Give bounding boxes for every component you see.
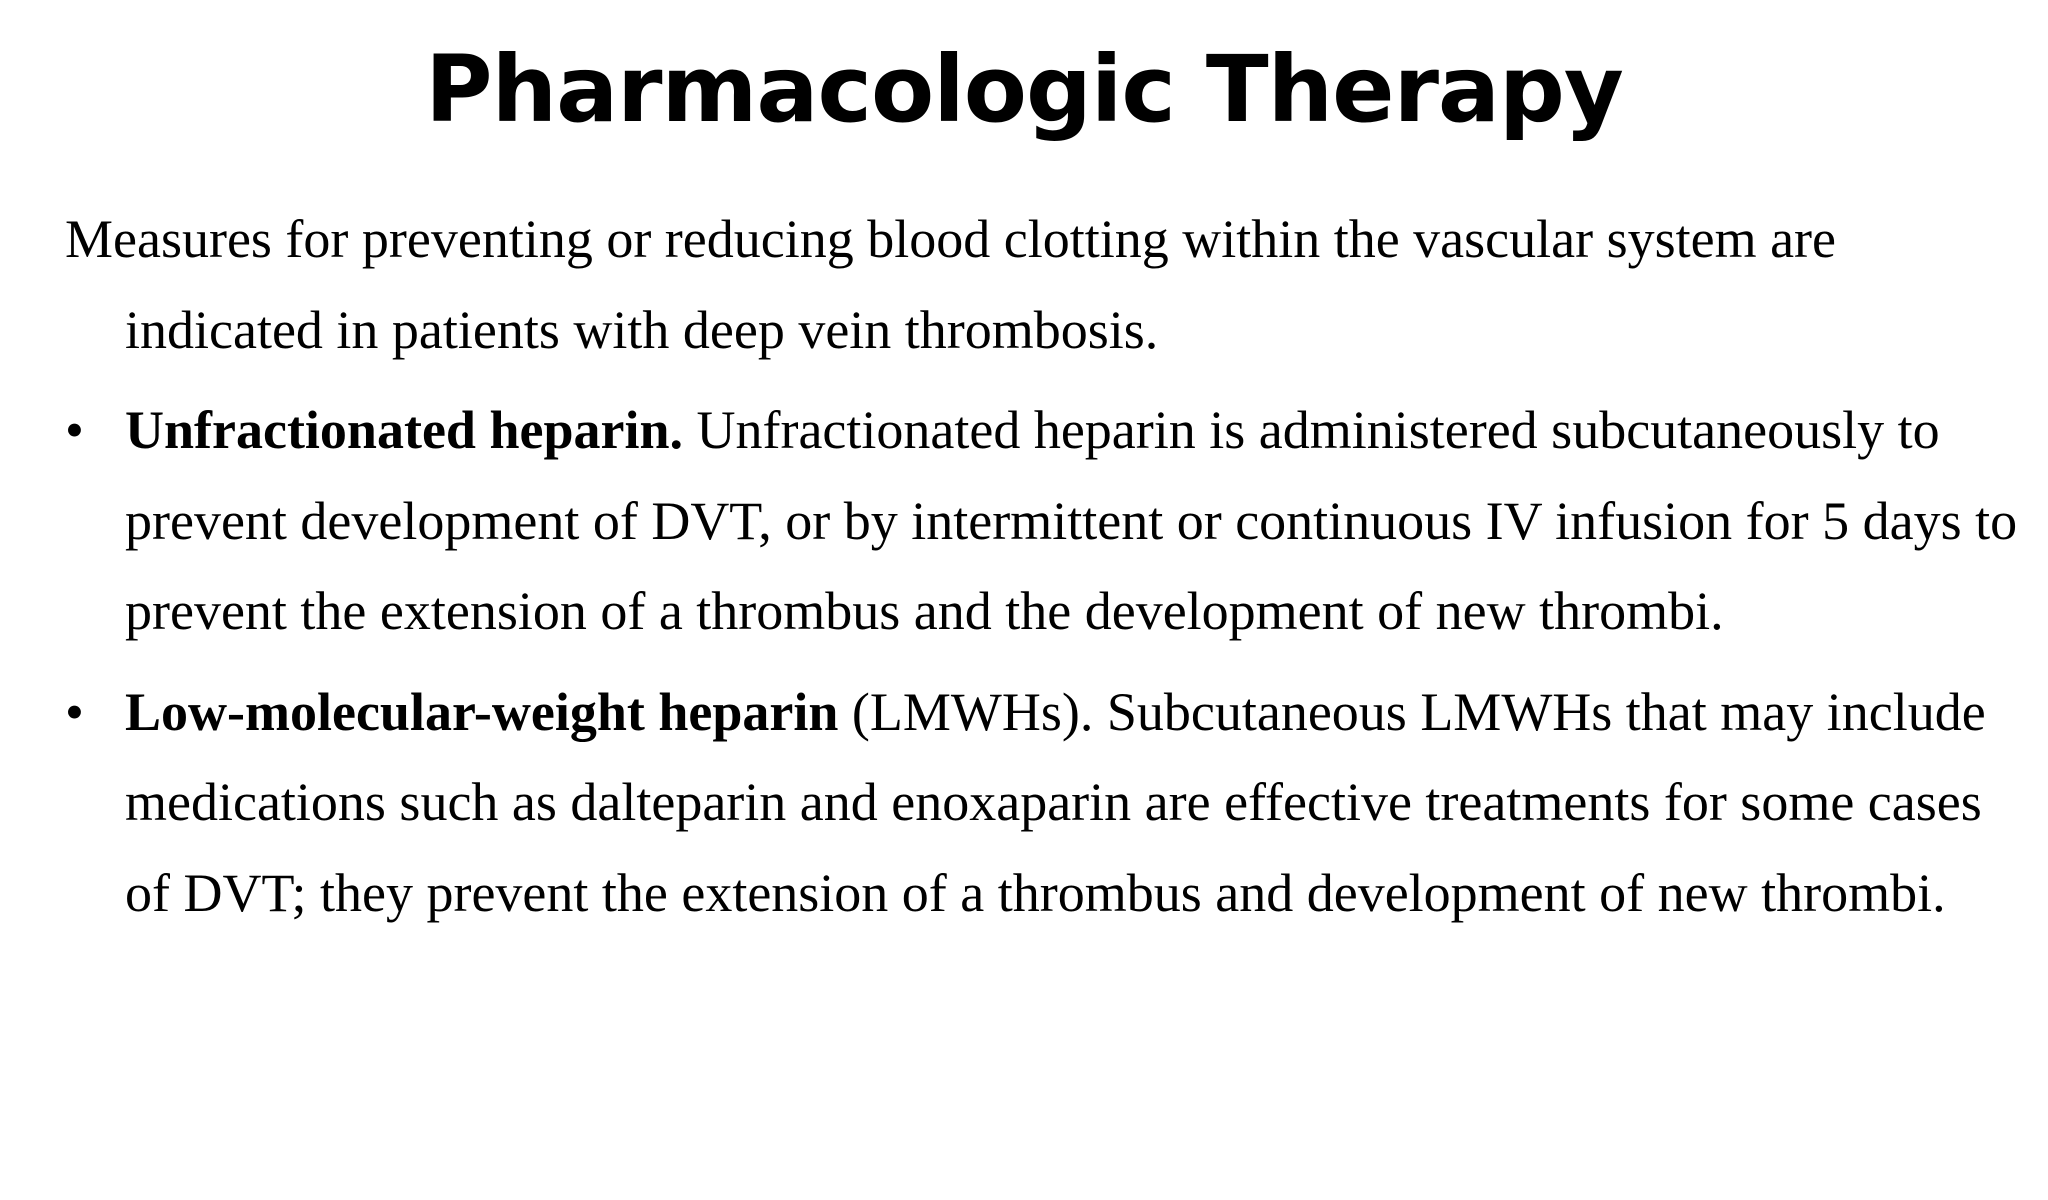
slide-body	[65, 194, 2020, 938]
bullet-term: Unfractionated heparin.	[125, 400, 683, 460]
bullet-marker: •	[65, 400, 84, 460]
slide-title: Pharmacologic Therapy	[425, 36, 1623, 143]
bullet-description: (LMWHs). Subcutaneous LMWHs that may include medications such as dalteparin and enoxaparin are effective treatments for some cases of DVT; they prevent the extension of a thrombus and development of new thrombi.	[125, 681, 1986, 923]
intro-paragraph: Measures for preventing or reducing blood clotting within the vascular system are indicated in patients with deep vein thrombosis.	[65, 209, 1837, 360]
bullet-item-unfractionated-heparin	[65, 385, 2020, 657]
bullet-marker: •	[65, 681, 84, 742]
bullet-term: Low-molecular-weight heparin	[125, 681, 839, 742]
bullet-item-lmwh	[65, 667, 2020, 939]
bullet-text	[125, 400, 2017, 641]
bullet-description: Unfractionated heparin is administered subcutaneously to prevent development of DVT, or by intermittent or continuous IV infusion for 5 days to prevent the extension of a thrombus and the development of new thrombi.	[125, 400, 2018, 641]
bullet-text	[125, 682, 1986, 923]
